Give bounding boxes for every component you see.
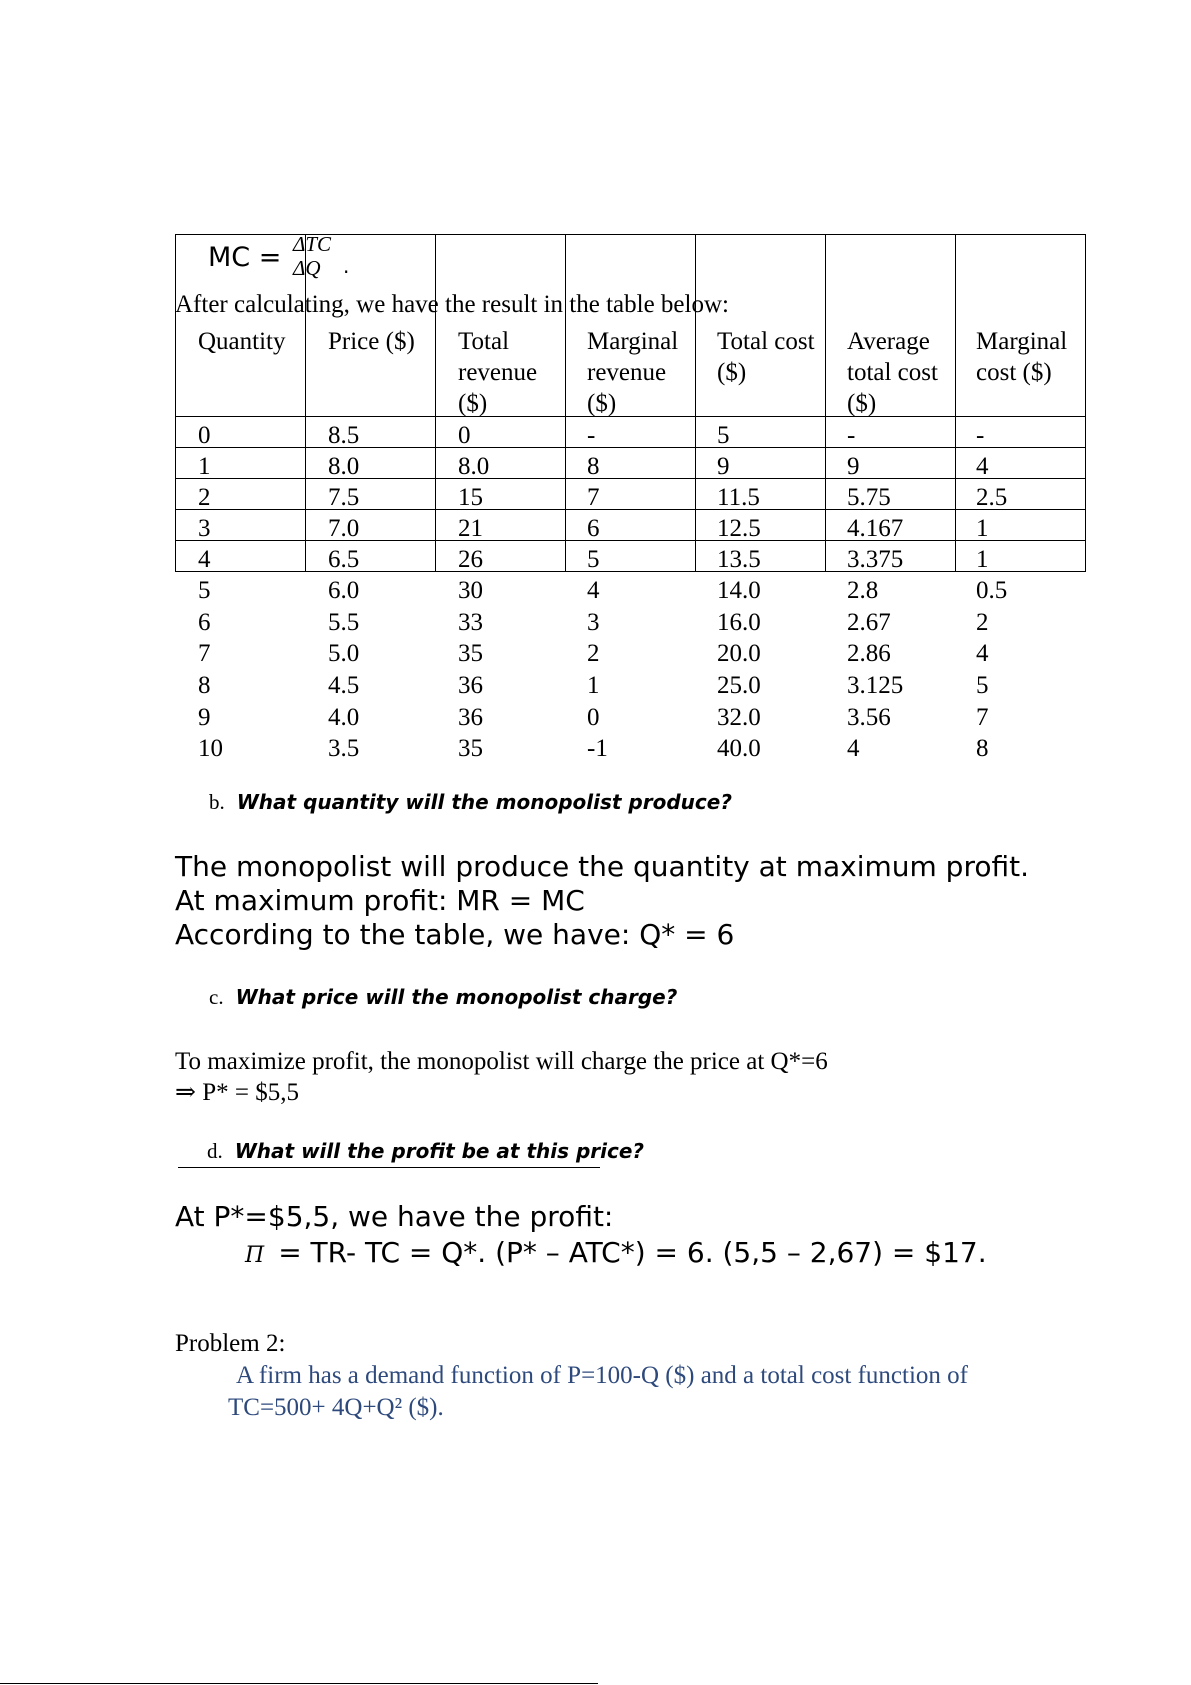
header-line: ($) <box>587 390 617 417</box>
problem-line: TC=500+ 4Q+Q² ($). <box>228 1394 444 1421</box>
header-line: ($) <box>717 359 747 386</box>
table-cell: 11.5 <box>717 484 760 511</box>
table-cell: 35 <box>458 640 483 667</box>
header-line: total cost <box>847 359 938 386</box>
table-cell: 0.5 <box>976 577 1008 604</box>
table-cell: - <box>976 422 985 449</box>
table-cell: 20.0 <box>717 640 761 667</box>
header-price <box>328 326 415 357</box>
table-cell: 5 <box>587 546 600 573</box>
profit-equation: = TR- TC = Q*. (P* – ATC*) = 6. (5,5 – 2,67) = $17. <box>278 1236 987 1269</box>
table-cell: 0 <box>587 704 600 731</box>
problem-2-title: Problem 2: <box>175 1330 286 1357</box>
table-cell: 2 <box>198 484 211 511</box>
table-cell: 2.67 <box>847 609 891 636</box>
header-total-revenue <box>458 326 537 419</box>
table-cell: 26 <box>458 546 483 573</box>
table-cell: 2 <box>976 609 989 636</box>
table-cell: 1 <box>587 672 600 699</box>
table-cell: 4.167 <box>847 515 904 542</box>
problem-2-description <box>228 1360 968 1424</box>
table-cell: 3 <box>198 515 211 542</box>
table-cell: 13.5 <box>717 546 761 573</box>
table-cell: 9 <box>717 453 730 480</box>
intro-text: After calculating, we have the result in the table below: <box>175 291 729 318</box>
header-line: ($) <box>847 390 877 417</box>
table-cell: 33 <box>458 609 483 636</box>
table-cell: 7 <box>198 640 211 667</box>
table-cell: 5.5 <box>328 609 360 636</box>
answer-line: The monopolist will produce the quantity at maximum profit. <box>175 850 1029 883</box>
header-line: Marginal <box>587 328 679 355</box>
underline <box>178 1167 600 1168</box>
table-cell: 3.5 <box>328 735 360 762</box>
table-cell: 1 <box>976 546 989 573</box>
header-line: ($) <box>458 390 488 417</box>
question-label: c. <box>209 985 224 1009</box>
question-label: d. <box>207 1139 223 1163</box>
fraction-numerator: ΔTC <box>293 232 332 256</box>
answer-c <box>175 1046 828 1108</box>
table-cell: 4 <box>847 735 860 762</box>
header-line: Total <box>458 328 510 355</box>
header-line: Price ($) <box>328 328 415 355</box>
table-cell: 8.0 <box>328 453 360 480</box>
table-cell: 4 <box>976 453 989 480</box>
formula-dot: . <box>343 254 350 278</box>
table-cell: 12.5 <box>717 515 761 542</box>
table-cell: 4.5 <box>328 672 360 699</box>
table-cell: 2.8 <box>847 577 879 604</box>
answer-line: At maximum profit: MR = MC <box>175 884 585 917</box>
table-cell: 10 <box>198 735 223 762</box>
header-marginal-revenue <box>587 326 678 419</box>
fraction-denominator: ΔQ <box>293 256 321 280</box>
answer-b <box>175 850 1029 952</box>
table-cell: 4 <box>976 640 989 667</box>
answer-d-line1: At P*=$5,5, we have the profit: <box>175 1200 614 1233</box>
table-cell: 25.0 <box>717 672 761 699</box>
question-text: What quantity will the monopolist produce? <box>236 790 732 814</box>
table-cell: 1 <box>198 453 211 480</box>
question-text: What will the profit be at this price? <box>234 1139 645 1163</box>
mc-fraction <box>293 232 331 280</box>
table-cell: 5 <box>717 422 730 449</box>
pi-symbol: Π <box>245 1243 265 1268</box>
table-cell: 8.0 <box>458 453 490 480</box>
header-marginal-cost <box>976 326 1067 388</box>
table-cell: 14.0 <box>717 577 761 604</box>
table-cell: 32.0 <box>717 704 761 731</box>
table-cell: 40.0 <box>717 735 761 762</box>
answer-line: ⇒ P* = $5,5 <box>175 1079 299 1106</box>
table-cell: 3 <box>587 609 600 636</box>
header-line: revenue <box>587 359 667 386</box>
table-cell: 6.5 <box>328 546 360 573</box>
table-cell: 7.0 <box>328 515 360 542</box>
question-text: What price will the monopolist charge? <box>235 985 678 1009</box>
table-cell: 2.5 <box>976 484 1008 511</box>
table-cell: 3.125 <box>847 672 904 699</box>
table-cell: 0 <box>198 422 211 449</box>
table-cell: 21 <box>458 515 483 542</box>
table-cell: 3.375 <box>847 546 904 573</box>
table-cell: 15 <box>458 484 483 511</box>
table-cell: 8 <box>587 453 600 480</box>
table-cell: 6 <box>587 515 600 542</box>
table-cell: 1 <box>976 515 989 542</box>
table-cell: 7.5 <box>328 484 360 511</box>
table-cell: 9 <box>198 704 211 731</box>
table-cell: - <box>587 422 596 449</box>
table-cell: 0 <box>458 422 471 449</box>
table-cell: 5.75 <box>847 484 891 511</box>
table-cell: -1 <box>587 735 608 762</box>
footnote-separator <box>0 1683 598 1684</box>
mc-formula-lhs: MC = <box>208 242 282 273</box>
table-cell: - <box>847 422 856 449</box>
table-cell: 4 <box>587 577 600 604</box>
question-d <box>178 1139 644 1164</box>
question-b <box>209 790 732 815</box>
question-c <box>209 985 677 1010</box>
table-cell: 9 <box>847 453 860 480</box>
table-cell: 36 <box>458 672 483 699</box>
header-total-cost <box>717 326 815 388</box>
header-average-total-cost <box>847 326 938 419</box>
table-cell: 8 <box>198 672 211 699</box>
header-line: Total cost <box>717 328 815 355</box>
answer-line: According to the table, we have: Q* = 6 <box>175 918 735 951</box>
table-cell: 2.86 <box>847 640 891 667</box>
header-line: Quantity <box>198 328 286 355</box>
table-cell: 3.56 <box>847 704 891 731</box>
header-quantity <box>198 326 286 357</box>
question-label: b. <box>209 790 225 814</box>
table-cell: 6 <box>198 609 211 636</box>
table-cell: 8.5 <box>328 422 360 449</box>
table-cell: 8 <box>976 735 989 762</box>
table-cell: 5.0 <box>328 640 360 667</box>
table-cell: 6.0 <box>328 577 360 604</box>
table-cell: 5 <box>976 672 989 699</box>
answer-d-line2 <box>245 1236 987 1269</box>
table-cell: 30 <box>458 577 483 604</box>
table-cell: 4 <box>198 546 211 573</box>
answer-line: To maximize profit, the monopolist will charge the price at Q*=6 <box>175 1048 828 1075</box>
header-line: Average <box>847 328 930 355</box>
table-cell: 5 <box>198 577 211 604</box>
header-line: revenue <box>458 359 538 386</box>
header-line: Marginal <box>976 328 1068 355</box>
table-cell: 35 <box>458 735 483 762</box>
table-cell: 2 <box>587 640 600 667</box>
table-cell: 36 <box>458 704 483 731</box>
table-cell: 7 <box>976 704 989 731</box>
table-cell: 16.0 <box>717 609 761 636</box>
problem-line: A firm has a demand function of P=100-Q ($) and a total cost function of <box>236 1362 968 1389</box>
table-cell: 4.0 <box>328 704 360 731</box>
table-cell: 7 <box>587 484 600 511</box>
header-line: cost ($) <box>976 359 1052 386</box>
